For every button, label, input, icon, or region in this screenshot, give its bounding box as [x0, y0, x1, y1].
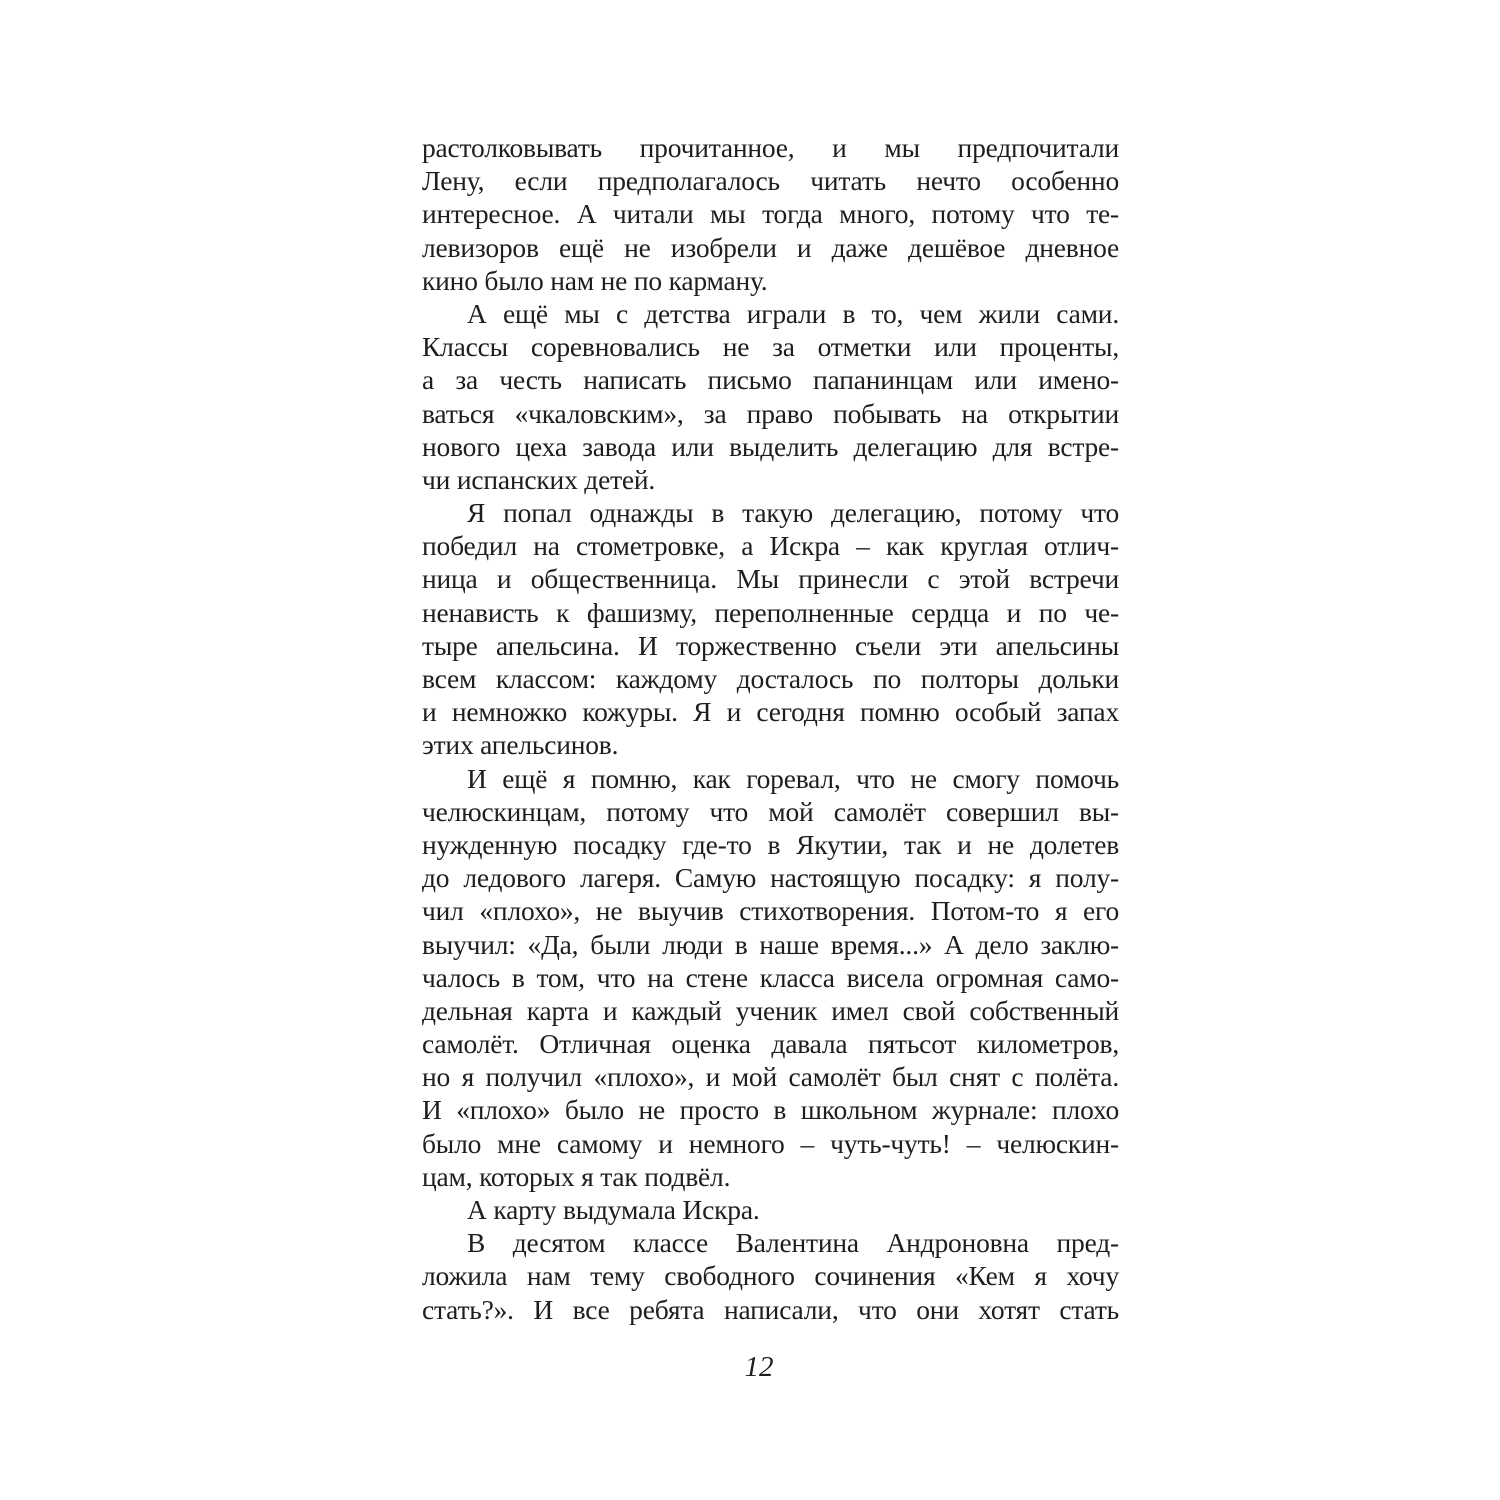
- text-line: челюскинцам, потому что мой самолёт совершил вы-: [422, 795, 1119, 827]
- text-line: всем классом: каждому досталось по полторы дольки: [422, 663, 1119, 694]
- paragraph: [422, 762, 1119, 1193]
- text-line: кино было нам не по карману.: [422, 264, 768, 296]
- text-line: нужденную посадку где-то в Якутии, так и не долетев: [422, 828, 1119, 860]
- text-line: левизоров ещё не изобрели и даже дешёвое дневное: [422, 231, 1119, 263]
- text-line: Лену, если предполагалось читать нечто особенно: [422, 165, 1119, 197]
- text-line: а за честь написать письмо папанинцам или имено-: [422, 364, 1119, 396]
- text-line: дельная карта и каждый ученик имел свой собственный: [422, 994, 1119, 1026]
- text-line: ненависть к фашизму, переполненные сердца и по че-: [422, 596, 1119, 628]
- text-line: В десятом классе Валентина Андроновна пред-: [467, 1227, 1119, 1259]
- paragraph: [422, 1226, 1119, 1326]
- text-line: растолковывать прочитанное, и мы предпочитали: [422, 132, 1119, 163]
- text-line: И «плохо» было не просто в школьном журнале: плохо: [422, 1094, 1119, 1126]
- text-line: ваться «чкаловским», за право побывать на открытии: [422, 397, 1119, 429]
- text-line: и немножко кожуры. Я и сегодня помню особый запах: [422, 696, 1119, 728]
- text-line: стать?». И все ребята написали, что они хотят стать: [422, 1293, 1119, 1325]
- page-number: [0, 1350, 1500, 1384]
- paragraph: [422, 496, 1119, 762]
- text-line: цам, которых я так подвёл.: [422, 1160, 731, 1192]
- text-line: интересное. А читали мы тогда много, потому что те-: [422, 198, 1119, 230]
- book-page-text: [422, 131, 1119, 1326]
- text-line: ложила нам тему свободного сочинения «Кем я хочу: [422, 1260, 1119, 1292]
- text-line: нового цеха завода или выделить делегацию для встре-: [422, 430, 1119, 462]
- text-line: тыре апельсина. И торжественно съели эти апельсины: [422, 629, 1119, 661]
- text-line: этих апельсинов.: [422, 729, 619, 761]
- page-number-label: 12: [744, 1351, 774, 1383]
- text-line: чил «плохо», не выучив стихотворения. Потом-то я его: [422, 895, 1119, 927]
- text-line: чи испанских детей.: [422, 463, 656, 495]
- text-line: А ещё мы с детства играли в то, чем жили сами.: [467, 297, 1119, 329]
- text-line: И ещё я помню, как горевал, что не смогу помочь: [467, 762, 1119, 794]
- text-line: выучил: «Да, были люди в наше время...» А дело заклю-: [422, 928, 1119, 960]
- text-line: ница и общественница. Мы принесли с этой встречи: [422, 563, 1119, 595]
- paragraph: [422, 131, 1119, 297]
- text-line: А карту выдумала Искра.: [467, 1194, 760, 1225]
- text-line: самолёт. Отличная оценка давала пятьсот километров,: [422, 1028, 1119, 1060]
- text-line: Я попал однажды в такую делегацию, потому что: [467, 497, 1119, 529]
- text-line: было мне самому и немного – чуть-чуть! – челюскин-: [422, 1127, 1119, 1159]
- paragraph: [422, 1193, 1119, 1226]
- paragraph: [422, 297, 1119, 496]
- text-line: но я получил «плохо», и мой самолёт был снят с полёта.: [422, 1061, 1119, 1093]
- text-line: до ледового лагеря. Самую настоящую посадку: я полу-: [422, 862, 1119, 894]
- text-line: Классы соревновались не за отметки или проценты,: [422, 331, 1119, 363]
- text-line: победил на стометровке, а Искра – как круглая отлич-: [422, 530, 1119, 562]
- text-line: чалось в том, что на стене класса висела огромная само-: [422, 961, 1119, 993]
